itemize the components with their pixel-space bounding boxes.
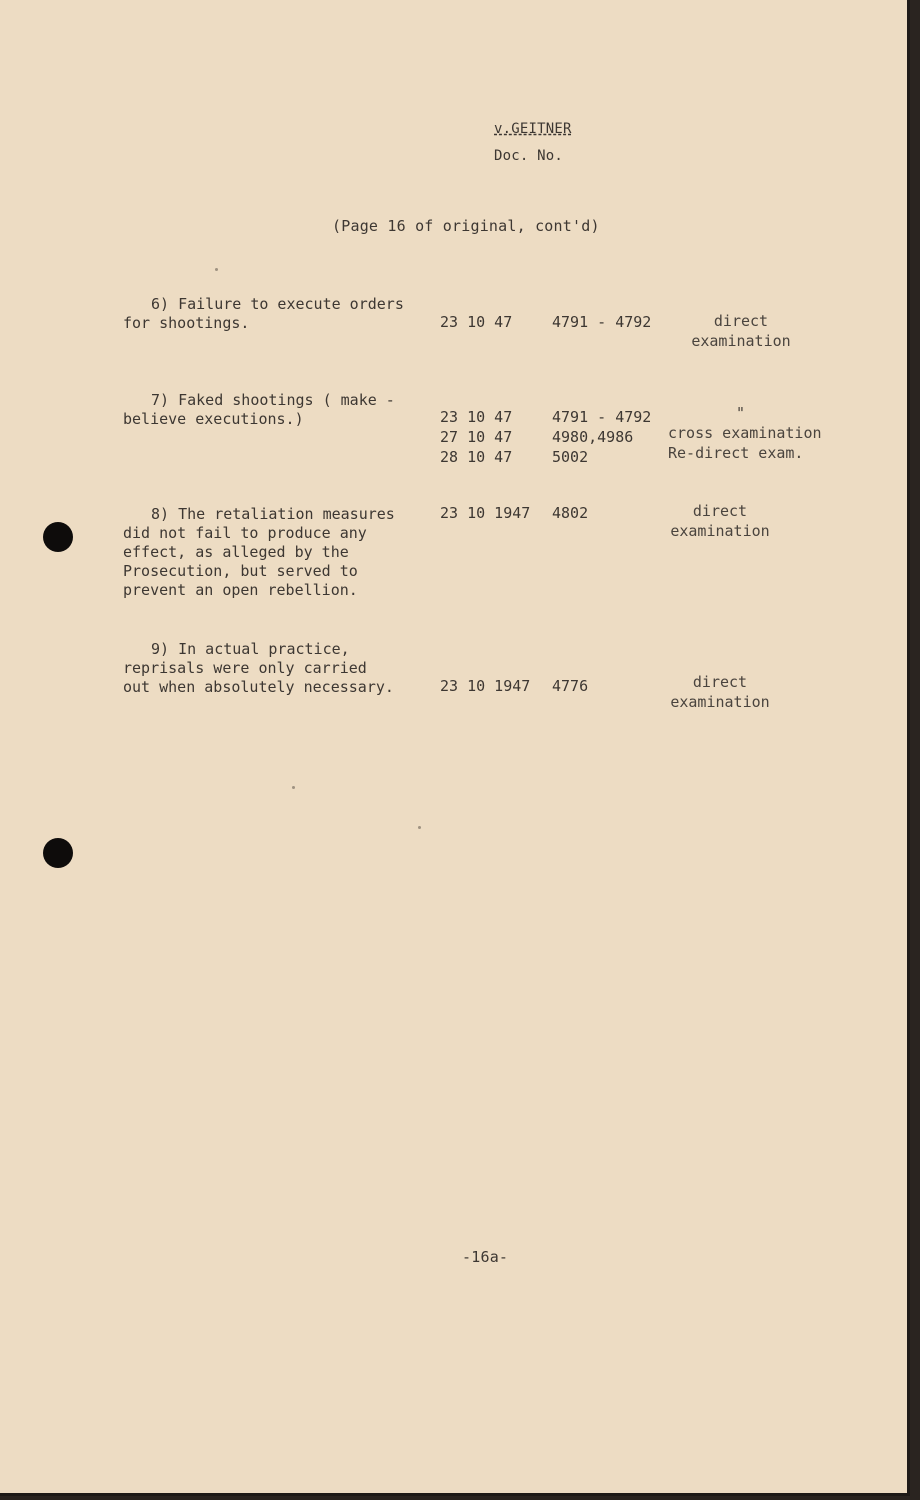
entry-7-type: " bbox=[736, 404, 746, 422]
entry-9-topic-line: 9) In actual practice, bbox=[151, 640, 350, 658]
punch-hole bbox=[43, 838, 73, 868]
entry-7-type: Re-direct exam. bbox=[668, 444, 804, 462]
entry-7-topic-line: 7) Faked shootings ( make - bbox=[151, 391, 395, 409]
entry-8-type: direct bbox=[692, 502, 748, 520]
entry-6-date: 23 10 47 bbox=[440, 313, 513, 331]
entry-8-topic-line: did not fail to produce any bbox=[123, 524, 367, 542]
entry-8-page: 4802 bbox=[552, 504, 589, 522]
entry-9-page: 4776 bbox=[552, 677, 589, 695]
entry-8-type: examination bbox=[670, 522, 770, 540]
entry-9-pages bbox=[552, 676, 588, 696]
paper-speck bbox=[292, 786, 295, 789]
entry-9-type: direct bbox=[692, 673, 748, 691]
entry-7-topic-line: believe executions.) bbox=[123, 410, 304, 428]
entry-9-topic-line: out when absolutely necessary. bbox=[123, 678, 394, 696]
entry-6-types bbox=[674, 311, 808, 351]
entry-8-topic-line: effect, as alleged by the bbox=[123, 543, 349, 561]
entry-7-date: 23 10 47 bbox=[440, 408, 513, 426]
entry-7-pages bbox=[552, 407, 651, 467]
entry-6-dates bbox=[440, 312, 512, 332]
entry-6-pages bbox=[552, 312, 651, 332]
entry-7-date: 28 10 47 bbox=[440, 448, 513, 466]
entry-9-types bbox=[660, 672, 780, 712]
entry-7-dates bbox=[440, 407, 512, 467]
page-number: -16a- bbox=[462, 1248, 509, 1266]
entry-8-topic-line: 8) The retaliation measures bbox=[151, 505, 395, 523]
entry-6-type: direct bbox=[713, 312, 769, 330]
entry-6-topic bbox=[123, 295, 423, 333]
entry-8-pages bbox=[552, 503, 588, 523]
entry-6-type: examination bbox=[691, 332, 791, 350]
page-reference: (Page 16 of original, cont'd) bbox=[332, 217, 600, 235]
entry-7-type: cross examination bbox=[668, 424, 822, 442]
entry-9-topic bbox=[123, 640, 423, 697]
entry-7-types bbox=[668, 403, 838, 463]
entry-7-date: 27 10 47 bbox=[440, 428, 513, 446]
entry-7-page: 4791 - 4792 bbox=[552, 408, 652, 426]
entry-6-topic-line: for shootings. bbox=[123, 314, 250, 332]
paper-speck bbox=[418, 826, 421, 829]
entry-7-topic bbox=[123, 391, 423, 429]
entry-6-topic-line: 6) Failure to execute orders bbox=[151, 295, 404, 313]
entry-8-topic bbox=[123, 505, 423, 600]
entry-6-page: 4791 - 4792 bbox=[552, 313, 652, 331]
defendant-name: v.GEITNER bbox=[494, 121, 572, 137]
document-number-label: Doc. No. bbox=[494, 148, 564, 164]
entry-8-topic-line: Prosecution, but served to bbox=[123, 562, 358, 580]
punch-hole bbox=[43, 522, 73, 552]
entry-9-topic-line: reprisals were only carried bbox=[123, 659, 367, 677]
entry-8-dates bbox=[440, 503, 530, 523]
entry-7-page: 5002 bbox=[552, 448, 589, 466]
entry-7-page: 4980,4986 bbox=[552, 428, 634, 446]
entry-9-date: 23 10 1947 bbox=[440, 677, 531, 695]
paper-speck bbox=[215, 268, 218, 271]
entry-9-dates bbox=[440, 676, 530, 696]
entry-9-type: examination bbox=[670, 693, 770, 711]
entry-8-topic-line: prevent an open rebellion. bbox=[123, 581, 358, 599]
entry-8-types bbox=[660, 501, 780, 541]
entry-8-date: 23 10 1947 bbox=[440, 504, 531, 522]
